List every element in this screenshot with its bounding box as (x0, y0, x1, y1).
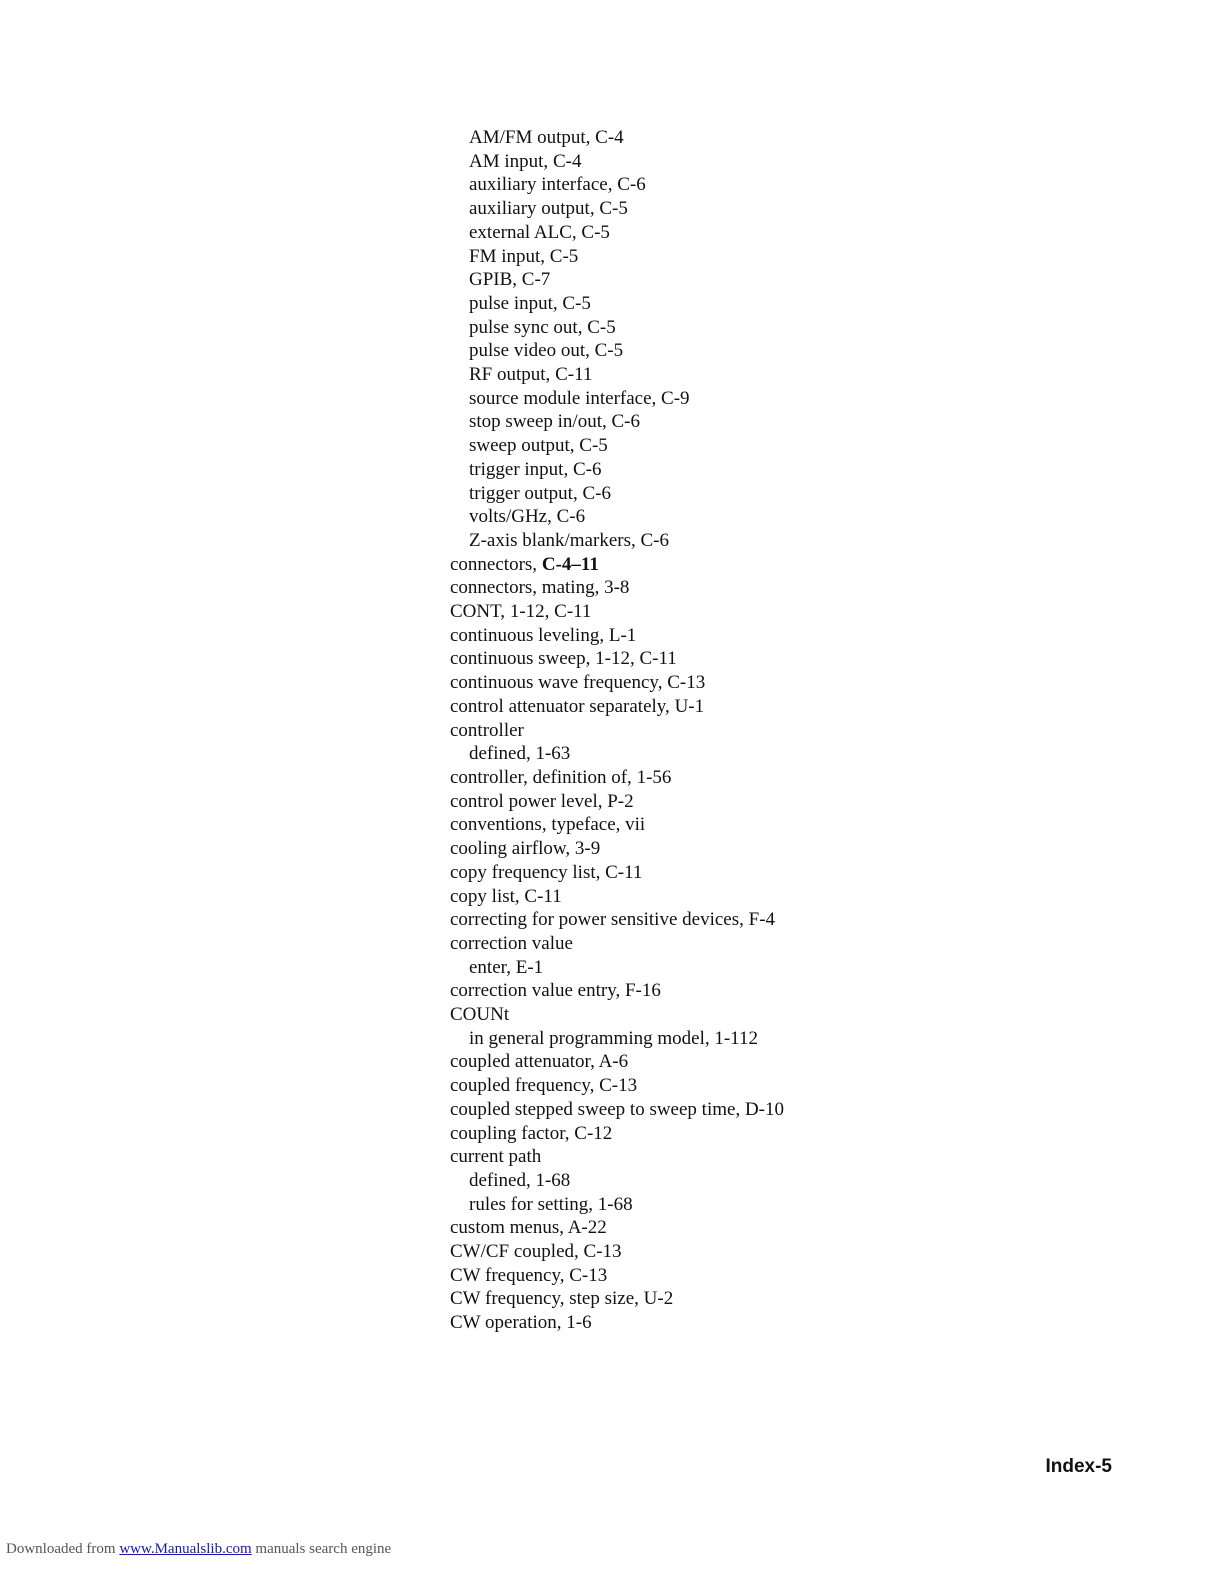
index-term: sweep output, (469, 435, 580, 457)
index-entry (450, 766, 784, 790)
index-page-reference: U-1 (674, 695, 705, 717)
index-subentry (450, 268, 784, 292)
index-subentry (450, 458, 784, 482)
index-page-reference: C-5 (581, 221, 610, 243)
index-entry (450, 576, 784, 600)
index-page-reference: C-4 (552, 150, 582, 172)
index-term: defined, (469, 743, 536, 765)
index-term: custom menus, (450, 1217, 568, 1239)
index-page-reference: 1-56 (636, 766, 672, 788)
index-page-reference: C-4 (595, 127, 624, 148)
index-page-reference: C-5 (599, 198, 628, 220)
index-term: correction value entry, (450, 980, 625, 1002)
index-page-reference: 1-63 (535, 743, 571, 765)
index-term: coupling factor, (450, 1122, 575, 1144)
index-page-reference: 3-8 (604, 577, 630, 599)
index-subentry (450, 150, 784, 174)
index-term: GPIB, (469, 269, 522, 291)
index-page-reference: 1-12, C-11 (509, 601, 592, 623)
index-page-reference: 1-12, C-11 (595, 648, 677, 670)
index-entry (450, 979, 784, 1003)
index-term: auxiliary interface, (469, 174, 618, 196)
index-page-reference: C-6 (640, 529, 669, 551)
index-page-reference: A-22 (567, 1217, 607, 1239)
index-page-reference: F-16 (624, 980, 661, 1002)
index-entry (450, 719, 784, 743)
index-term: controller, definition of, (450, 766, 637, 788)
index-entry (450, 695, 784, 719)
index-term: correction value (450, 932, 573, 954)
index-page-reference: C-6 (582, 482, 611, 504)
footer-prefix: Downloaded from (6, 1541, 120, 1557)
index-page-reference: F-4 (748, 909, 776, 931)
index-term: auxiliary output, (469, 198, 600, 220)
index-page-reference: A-6 (598, 1051, 629, 1073)
index-term: CW frequency, (450, 1264, 570, 1286)
footer-suffix: manuals search engine (251, 1541, 392, 1557)
index-term: control power level, (450, 790, 608, 812)
index-term: continuous leveling, (450, 624, 609, 646)
index-term: connectors, (450, 553, 542, 575)
index-page-reference: C-13 (667, 672, 706, 694)
index-term: copy frequency list, (450, 861, 606, 883)
index-entry (450, 1240, 784, 1264)
index-page-reference: C-12 (574, 1122, 613, 1144)
index-page-reference: 1-112 (714, 1027, 758, 1049)
index-entry (450, 790, 784, 814)
index-page-reference: C-11 (605, 861, 643, 883)
index-subentry (450, 410, 784, 434)
index-page-reference: C-6 (617, 174, 646, 196)
index-term: source module interface, (469, 387, 662, 409)
index-subentry (450, 126, 784, 150)
index-subentry (450, 221, 784, 245)
download-footer (6, 1541, 391, 1558)
index-entry (450, 1003, 784, 1027)
index-entry (450, 885, 784, 909)
index-subentry (450, 1027, 784, 1051)
index-page-reference: C-13 (569, 1264, 608, 1286)
index-page-reference: C-5 (562, 292, 591, 314)
index-entry (450, 1264, 784, 1288)
index-term: cooling airflow, (450, 838, 575, 860)
index-subentry (450, 363, 784, 387)
index-page-reference: P-2 (607, 790, 634, 812)
index-term: continuous wave frequency, (450, 672, 668, 694)
index-term: stop sweep in/out, (469, 411, 612, 433)
index-page-reference: C-5 (579, 435, 608, 457)
index-page-reference: 1-68 (597, 1193, 633, 1215)
index-subentry (450, 316, 784, 340)
index-term: FM input, (469, 245, 550, 267)
index-page-reference: D-10 (744, 1098, 785, 1120)
index-term: pulse sync out, (469, 316, 588, 338)
index-entry (450, 553, 784, 577)
index-entry (450, 671, 784, 695)
index-subentry (450, 956, 784, 980)
index-subentry (450, 1169, 784, 1193)
index-entry (450, 600, 784, 624)
index-subentry (450, 292, 784, 316)
index-entry (450, 1145, 784, 1169)
manualslib-link[interactable]: www.Manualslib.com (119, 1541, 252, 1557)
index-entry (450, 624, 784, 648)
index-term: coupled stepped sweep to sweep time, (450, 1098, 745, 1120)
index-term: Z-axis blank/markers, (469, 529, 641, 551)
index-term: volts/GHz, (469, 506, 557, 528)
index-page-reference: C-11 (555, 364, 593, 386)
index-page-reference: U-2 (643, 1288, 674, 1310)
index-entry (450, 1216, 784, 1240)
index-entry (450, 932, 784, 956)
index-term: CONT, (450, 601, 510, 623)
index-entry (450, 837, 784, 861)
index-term: CW operation, (450, 1312, 567, 1334)
index-term: trigger input, (469, 458, 573, 480)
index-term: current path (450, 1146, 542, 1168)
index-entry (450, 1098, 784, 1122)
index-subentry (450, 245, 784, 269)
index-term: control attenuator separately, (450, 695, 675, 717)
page-number: Index-5 (1045, 1456, 1112, 1477)
index-page-reference: C-6 (611, 411, 640, 433)
index-subentry (450, 742, 784, 766)
index-page-reference: L-1 (608, 624, 637, 646)
index-term: AM input, (469, 150, 553, 172)
index-subentry (450, 505, 784, 529)
index-term: external ALC, (469, 221, 582, 243)
index-entry (450, 1074, 784, 1098)
index-term: connectors, mating, (450, 577, 605, 599)
index-subentry (450, 482, 784, 506)
index-term: pulse video out, (469, 340, 595, 362)
index-page-reference: C-6 (572, 458, 602, 480)
index-entry (450, 1311, 784, 1335)
index-term: AM/FM output, (469, 127, 596, 148)
index-page-reference: C-11 (524, 885, 562, 907)
index-page-reference: C-5 (594, 340, 624, 362)
index-page-reference: C-5 (549, 245, 579, 267)
index-term: continuous sweep, (450, 648, 596, 670)
index-page-reference: 3-9 (574, 838, 601, 860)
index-page-reference: C-13 (599, 1075, 638, 1097)
index-term: defined, (469, 1169, 536, 1191)
index-term: pulse input, (469, 292, 563, 314)
index-term: correcting for power sensitive devices, (450, 909, 749, 931)
index-page-reference: C-9 (661, 387, 690, 409)
index-page-reference: C-6 (556, 506, 586, 528)
index-subentry (450, 173, 784, 197)
index-subentry (450, 387, 784, 411)
index-term: RF output, (469, 364, 556, 386)
index-page-reference: C-13 (583, 1241, 622, 1263)
index-entry (450, 861, 784, 885)
index-term: conventions, typeface, (450, 814, 626, 836)
index-term: CW frequency, step size, (450, 1288, 644, 1310)
index-term: controller (450, 719, 524, 741)
index-term: coupled frequency, (450, 1075, 600, 1097)
index-term: COUNt (450, 1004, 510, 1026)
index-entry (450, 647, 784, 671)
index-page-reference: 1-68 (535, 1169, 571, 1191)
index-entry (450, 1287, 784, 1311)
index-page-reference: C-4–11 (541, 553, 599, 575)
index-subentry (450, 339, 784, 363)
index-subentry (450, 1193, 784, 1217)
index-page-reference: C-7 (521, 269, 551, 291)
index-entry (450, 813, 784, 837)
index-subentry (450, 529, 784, 553)
index-term: coupled attenuator, (450, 1051, 599, 1073)
index-term: enter, (469, 956, 516, 978)
index-entry (450, 908, 784, 932)
index-page-reference: E-1 (515, 956, 544, 978)
index-subentry (450, 197, 784, 221)
index-term: copy list, (450, 885, 525, 907)
index-term: in general programming model, (469, 1027, 715, 1049)
index-term: trigger output, (469, 482, 583, 504)
index-page-reference: C-5 (587, 316, 616, 338)
index-term: CW/CF coupled, (450, 1241, 584, 1263)
index-entry (450, 1122, 784, 1146)
index-entry (450, 1050, 784, 1074)
index-entry-list (450, 126, 784, 1335)
index-page-reference: vii (625, 814, 646, 836)
index-subentry (450, 434, 784, 458)
index-term: rules for setting, (469, 1193, 598, 1215)
index-page-reference: 1-6 (566, 1312, 592, 1334)
